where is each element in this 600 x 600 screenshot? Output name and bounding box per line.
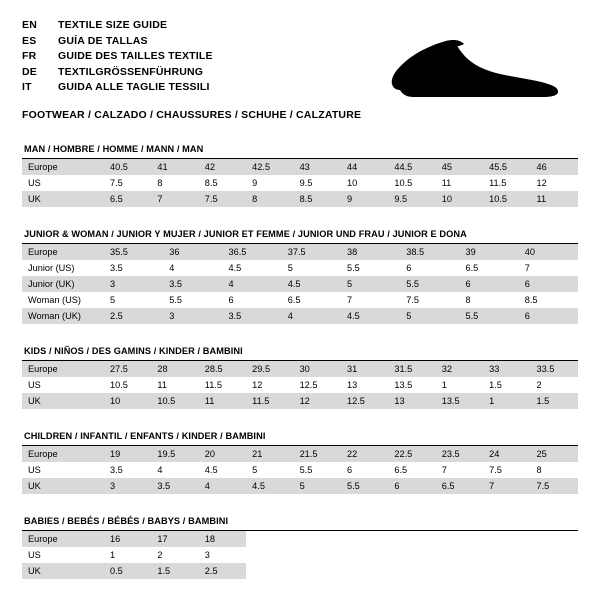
cell: 5.5 <box>294 462 341 478</box>
cell: 33.5 <box>531 361 578 377</box>
cell: 21.5 <box>294 446 341 462</box>
size-group-junior-woman <box>22 229 578 324</box>
table-row <box>22 308 578 324</box>
language-row <box>22 65 213 81</box>
language-title: GUÍA DE TALLAS <box>58 34 148 47</box>
row-label: Europe <box>22 159 104 175</box>
cell: 7 <box>483 478 530 494</box>
size-group-kids <box>22 346 578 409</box>
cell-empty <box>246 563 293 579</box>
cell: 3.5 <box>223 308 282 324</box>
cell: 24 <box>483 446 530 462</box>
language-code: FR <box>22 50 37 62</box>
cell-empty <box>294 547 341 563</box>
cell: 11 <box>436 175 483 191</box>
cell: 6.5 <box>460 260 519 276</box>
cell: 8 <box>460 292 519 308</box>
language-title: TEXTILGRÖSSENFÜHRUNG <box>58 65 204 78</box>
cell: 6.5 <box>104 191 151 207</box>
row-label: Europe <box>22 244 104 260</box>
cell: 3 <box>104 276 163 292</box>
table-row <box>22 393 578 409</box>
row-label: UK <box>22 563 104 579</box>
language-row <box>22 18 213 34</box>
cell: 19.5 <box>151 446 198 462</box>
cell: 33 <box>483 361 530 377</box>
cell: 10 <box>436 191 483 207</box>
cell: 27.5 <box>104 361 151 377</box>
cell: 3 <box>104 478 151 494</box>
cell: 4.5 <box>223 260 282 276</box>
language-code: EN <box>22 19 37 31</box>
cell: 8.5 <box>519 292 578 308</box>
cell: 11 <box>151 377 198 393</box>
row-label: UK <box>22 191 104 207</box>
language-code: ES <box>22 34 37 47</box>
cell: 5.5 <box>163 292 222 308</box>
table-row <box>22 244 578 260</box>
cell: 20 <box>199 446 246 462</box>
cell: 12.5 <box>341 393 388 409</box>
cell: 7 <box>436 462 483 478</box>
cell: 8.5 <box>294 191 341 207</box>
cell: 3.5 <box>104 260 163 276</box>
language-title: GUIDE DES TAILLES TEXTILE <box>58 50 213 62</box>
table-row <box>22 175 578 191</box>
cell: 36.5 <box>223 244 282 260</box>
cell: 5.5 <box>460 308 519 324</box>
cell: 43 <box>294 159 341 175</box>
cell: 12 <box>246 377 293 393</box>
cell: 16 <box>104 531 151 547</box>
cell: 7.5 <box>483 462 530 478</box>
cell: 7 <box>341 292 400 308</box>
cell-empty <box>483 563 530 579</box>
cell: 6 <box>519 308 578 324</box>
cell: 8 <box>531 462 578 478</box>
cell-empty <box>483 547 530 563</box>
cell-empty <box>388 531 435 547</box>
row-label: US <box>22 175 104 191</box>
cell: 10.5 <box>388 175 435 191</box>
cell: 31.5 <box>388 361 435 377</box>
cell-empty <box>531 547 578 563</box>
cell: 11 <box>199 393 246 409</box>
cell: 4.5 <box>341 308 400 324</box>
row-label: Woman (UK) <box>22 308 104 324</box>
language-code: IT <box>22 81 32 93</box>
cell: 12 <box>531 175 578 191</box>
cell: 6 <box>388 478 435 494</box>
cell: 7 <box>151 191 198 207</box>
cell: 6 <box>519 276 578 292</box>
cell: 36 <box>163 244 222 260</box>
cell: 8 <box>151 175 198 191</box>
cell: 5 <box>104 292 163 308</box>
cell: 42.5 <box>246 159 293 175</box>
cell-empty <box>483 531 530 547</box>
group-heading: CHILDREN / INFANTIL / ENFANTS / KINDER / BAMBINI <box>22 431 578 446</box>
cell: 2.5 <box>104 308 163 324</box>
cell: 12.5 <box>294 377 341 393</box>
cell-empty <box>341 547 388 563</box>
cell: 4.5 <box>199 462 246 478</box>
size-table-children <box>22 446 578 494</box>
cell: 18 <box>199 531 246 547</box>
cell: 6.5 <box>388 462 435 478</box>
cell: 6.5 <box>282 292 341 308</box>
cell: 6.5 <box>436 478 483 494</box>
cell: 44.5 <box>388 159 435 175</box>
cell: 5 <box>294 478 341 494</box>
cell: 37.5 <box>282 244 341 260</box>
cell: 39 <box>460 244 519 260</box>
cell: 4.5 <box>282 276 341 292</box>
cell: 12 <box>294 393 341 409</box>
cell-empty <box>294 531 341 547</box>
cell: 3.5 <box>151 478 198 494</box>
dress-shoe-silhouette-icon <box>380 34 570 104</box>
cell: 4 <box>163 260 222 276</box>
group-heading: BABIES / BEBÉS / BÉBÉS / BABYS / BAMBINI <box>22 516 578 531</box>
language-row <box>22 34 213 50</box>
table-row <box>22 276 578 292</box>
cell: 3 <box>199 547 246 563</box>
cell-empty <box>531 563 578 579</box>
size-group-babies <box>22 516 578 579</box>
cell: 13 <box>341 377 388 393</box>
cell-empty <box>341 531 388 547</box>
cell: 2 <box>531 377 578 393</box>
language-title-list <box>22 18 213 96</box>
size-table-junior-woman <box>22 244 578 324</box>
row-label: US <box>22 547 104 563</box>
cell-empty <box>246 531 293 547</box>
cell: 32 <box>436 361 483 377</box>
cell: 11 <box>531 191 578 207</box>
cell: 38.5 <box>400 244 459 260</box>
cell: 38 <box>341 244 400 260</box>
cell: 31 <box>341 361 388 377</box>
row-label: UK <box>22 478 104 494</box>
cell: 40.5 <box>104 159 151 175</box>
language-title: GUIDA ALLE TAGLIE TESSILI <box>58 81 210 93</box>
cell: 6 <box>341 462 388 478</box>
cell: 9.5 <box>388 191 435 207</box>
table-row <box>22 159 578 175</box>
cell: 25 <box>531 446 578 462</box>
cell: 1.5 <box>483 377 530 393</box>
cell: 13 <box>388 393 435 409</box>
table-row <box>22 377 578 393</box>
size-table-kids <box>22 361 578 409</box>
row-label: UK <box>22 393 104 409</box>
group-heading: JUNIOR & WOMAN / JUNIOR Y MUJER / JUNIOR ET FEMME / JUNIOR UND FRAU / JUNIOR E DONA <box>22 229 578 244</box>
row-label: Europe <box>22 361 104 377</box>
cell: 35.5 <box>104 244 163 260</box>
cell: 4 <box>151 462 198 478</box>
cell: 3 <box>163 308 222 324</box>
row-label: Europe <box>22 446 104 462</box>
cell: 28.5 <box>199 361 246 377</box>
language-code: DE <box>22 65 37 78</box>
cell: 6 <box>400 260 459 276</box>
cell: 1.5 <box>531 393 578 409</box>
cell: 13.5 <box>436 393 483 409</box>
cell: 42 <box>199 159 246 175</box>
cell: 5.5 <box>341 478 388 494</box>
cell: 8 <box>246 191 293 207</box>
row-label: Junior (US) <box>22 260 104 276</box>
cell-empty <box>436 547 483 563</box>
cell: 11.5 <box>483 175 530 191</box>
cell: 8.5 <box>199 175 246 191</box>
cell: 22 <box>341 446 388 462</box>
cell: 5 <box>282 260 341 276</box>
cell: 41 <box>151 159 198 175</box>
cell: 40 <box>519 244 578 260</box>
cell: 13.5 <box>388 377 435 393</box>
table-row <box>22 547 578 563</box>
size-table-man <box>22 159 578 207</box>
cell-empty <box>294 563 341 579</box>
language-title: TEXTILE SIZE GUIDE <box>58 19 168 31</box>
cell: 5 <box>246 462 293 478</box>
cell: 6 <box>223 292 282 308</box>
cell: 5 <box>341 276 400 292</box>
cell: 2 <box>151 547 198 563</box>
cell-empty <box>436 531 483 547</box>
language-row <box>22 49 213 65</box>
table-row <box>22 563 578 579</box>
table-row <box>22 531 578 547</box>
cell: 21 <box>246 446 293 462</box>
size-group-children <box>22 431 578 494</box>
group-heading: KIDS / NIÑOS / DES GAMINS / KINDER / BAMBINI <box>22 346 578 361</box>
cell: 7.5 <box>199 191 246 207</box>
size-group-man <box>22 144 578 207</box>
cell: 11.5 <box>199 377 246 393</box>
row-label: US <box>22 462 104 478</box>
cell: 22.5 <box>388 446 435 462</box>
cell: 10.5 <box>104 377 151 393</box>
cell: 7 <box>519 260 578 276</box>
cell: 10 <box>104 393 151 409</box>
table-row <box>22 462 578 478</box>
row-label: Europe <box>22 531 104 547</box>
cell: 10.5 <box>151 393 198 409</box>
cell: 5.5 <box>400 276 459 292</box>
cell: 3.5 <box>104 462 151 478</box>
table-row <box>22 361 578 377</box>
size-table-babies <box>22 531 578 579</box>
cell: 1 <box>436 377 483 393</box>
cell-empty <box>246 547 293 563</box>
footwear-section-title: FOOTWEAR / CALZADO / CHAUSSURES / SCHUHE / CALZATURE <box>22 108 362 121</box>
cell: 7.5 <box>400 292 459 308</box>
cell: 19 <box>104 446 151 462</box>
table-row <box>22 292 578 308</box>
cell: 45 <box>436 159 483 175</box>
cell: 1 <box>104 547 151 563</box>
cell: 30 <box>294 361 341 377</box>
cell: 45.5 <box>483 159 530 175</box>
cell: 2.5 <box>199 563 246 579</box>
table-row <box>22 191 578 207</box>
cell: 7.5 <box>104 175 151 191</box>
cell: 4 <box>199 478 246 494</box>
cell: 10 <box>341 175 388 191</box>
cell: 1.5 <box>151 563 198 579</box>
table-row <box>22 478 578 494</box>
cell: 7.5 <box>531 478 578 494</box>
cell-empty <box>388 563 435 579</box>
cell-empty <box>531 531 578 547</box>
cell: 3.5 <box>163 276 222 292</box>
cell: 28 <box>151 361 198 377</box>
cell: 11.5 <box>246 393 293 409</box>
cell: 5 <box>400 308 459 324</box>
cell-empty <box>388 547 435 563</box>
cell: 10.5 <box>483 191 530 207</box>
table-row <box>22 446 578 462</box>
cell: 0.5 <box>104 563 151 579</box>
cell-empty <box>341 563 388 579</box>
cell: 17 <box>151 531 198 547</box>
row-label: Woman (US) <box>22 292 104 308</box>
row-label: US <box>22 377 104 393</box>
document-header <box>22 18 578 121</box>
cell: 5.5 <box>341 260 400 276</box>
cell: 4 <box>223 276 282 292</box>
cell: 1 <box>483 393 530 409</box>
cell: 44 <box>341 159 388 175</box>
cell: 9 <box>246 175 293 191</box>
cell: 46 <box>531 159 578 175</box>
cell: 9 <box>341 191 388 207</box>
group-heading: MAN / HOMBRE / HOMME / MANN / MAN <box>22 144 578 159</box>
cell: 23.5 <box>436 446 483 462</box>
row-label: Junior (UK) <box>22 276 104 292</box>
language-row <box>22 80 213 96</box>
cell: 6 <box>460 276 519 292</box>
cell-empty <box>436 563 483 579</box>
cell: 4.5 <box>246 478 293 494</box>
table-row <box>22 260 578 276</box>
cell: 4 <box>282 308 341 324</box>
cell: 29.5 <box>246 361 293 377</box>
cell: 9.5 <box>294 175 341 191</box>
